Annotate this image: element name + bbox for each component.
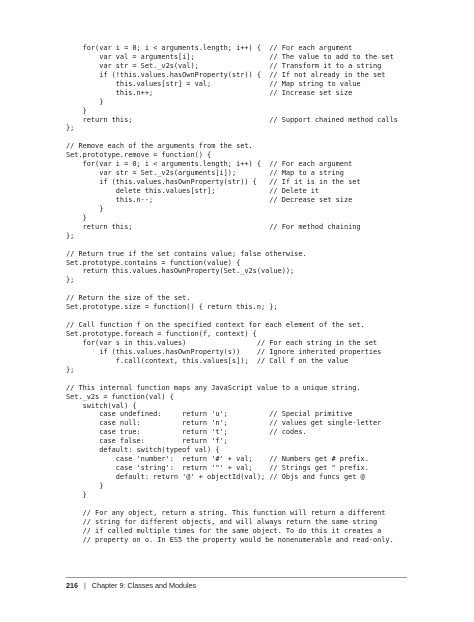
page-footer xyxy=(66,581,196,590)
code-line: case 'string': return '"' + val; // Strings get " prefix. xyxy=(66,464,369,473)
code-line: Set.prototype.contains = function(value) { xyxy=(66,258,241,267)
code-line: // string for different objects, and will always return the same string xyxy=(66,517,378,526)
code-line: case 'number': return '#' + val; // Numbers get # prefix. xyxy=(66,455,369,464)
code-line: return this; // For method chaining xyxy=(66,222,361,231)
code-line: Set.prototype.foreach = function(f, context) { xyxy=(66,330,257,338)
code-line xyxy=(66,133,458,142)
code-line: switch(val) { xyxy=(66,401,137,410)
code-line: // if called multiple times for the same object. To do this it creates a xyxy=(66,526,382,535)
footer-separator: | xyxy=(84,581,86,590)
code-line: // Return true if the set contains value; false otherwise. xyxy=(66,249,307,258)
code-line: default: switch(typeof val) { xyxy=(66,446,220,455)
code-line: this.n--; // Decrease set size xyxy=(66,195,353,204)
code-line: return this.values.hasOwnProperty(Set._v2s(value)); xyxy=(66,267,295,276)
code-line: f.call(context, this.values[s]); // Call f on the value xyxy=(66,356,349,365)
code-line: if (this.values.hasOwnProperty(s)) // Ignore inherited properties xyxy=(66,347,382,356)
code-line: case true: return 't'; // codes. xyxy=(66,428,307,437)
code-line: // For any object, return a string. This function will return a different xyxy=(66,508,386,517)
code-line: }; xyxy=(66,365,75,374)
code-line xyxy=(66,500,458,509)
code-line: var str = Set._v2s(arguments[i]); // Map to a string xyxy=(66,169,344,178)
code-line: // This internal function maps any JavaScript value to a unique string. xyxy=(66,383,361,392)
code-line xyxy=(66,375,458,384)
code-line: this.n++; // Increase set size xyxy=(66,88,353,97)
code-line: return this; // Support chained method calls xyxy=(66,115,398,124)
code-line: Set.prototype.size = function() { return this.n; }; xyxy=(66,303,278,312)
code-line: if (!this.values.hasOwnProperty(str)) { // If not already in the set xyxy=(66,70,386,79)
code-listing xyxy=(66,44,458,545)
code-line: var val = arguments[i]; // The value to add to the set xyxy=(66,52,394,61)
code-line: // Remove each of the arguments from the set. xyxy=(66,142,253,151)
code-line: } xyxy=(66,213,87,222)
code-line: } xyxy=(66,106,87,115)
code-line: }; xyxy=(66,276,75,285)
code-line: Set.prototype.remove = function() { xyxy=(66,151,212,160)
code-line: for(var s in this.values) // For each string in the set xyxy=(66,338,378,347)
code-line: }; xyxy=(66,231,75,240)
code-line: case null: return 'n'; // values get single-letter xyxy=(66,419,382,428)
code-line xyxy=(66,241,458,250)
code-line xyxy=(66,285,458,294)
code-line: this.values[str] = val; // Map string to value xyxy=(66,79,361,88)
code-line: case undefined: return 'u'; // Special primitive xyxy=(66,410,353,419)
code-line: // Return the size of the set. xyxy=(66,294,191,303)
code-line: } xyxy=(66,490,87,499)
code-line: for(var i = 0; i < arguments.length; i++) { // For each argument xyxy=(66,160,353,169)
code-line: }; xyxy=(66,124,75,133)
code-line: delete this.values[str]; // Delete it xyxy=(66,187,320,195)
page-number: 216 xyxy=(66,581,78,590)
code-line: for(var i = 0; i < arguments.length; i++) { // For each argument xyxy=(66,44,353,52)
code-line: var str = Set._v2s(val); // Transform it to a string xyxy=(66,61,382,70)
code-line: default: return '@' + objectId(val); // Objs and funcs get @ xyxy=(66,473,365,481)
code-line: } xyxy=(66,204,104,213)
code-line xyxy=(66,312,458,321)
chapter-title: Chapter 9: Classes and Modules xyxy=(91,581,197,590)
code-line: } xyxy=(66,97,104,106)
code-line: case false: return 'f'; xyxy=(66,437,228,446)
code-line: // property on o. In ES5 the property would be nonenumerable and read-only. xyxy=(66,535,394,544)
code-line: } xyxy=(66,481,104,490)
code-line: if (this.values.hasOwnProperty(str)) { // If it is in the set xyxy=(66,178,361,187)
code-line: // Call function f on the specified context for each element of the set. xyxy=(66,321,365,330)
code-line: Set._v2s = function(val) { xyxy=(66,392,174,401)
footer-rule xyxy=(66,577,407,578)
